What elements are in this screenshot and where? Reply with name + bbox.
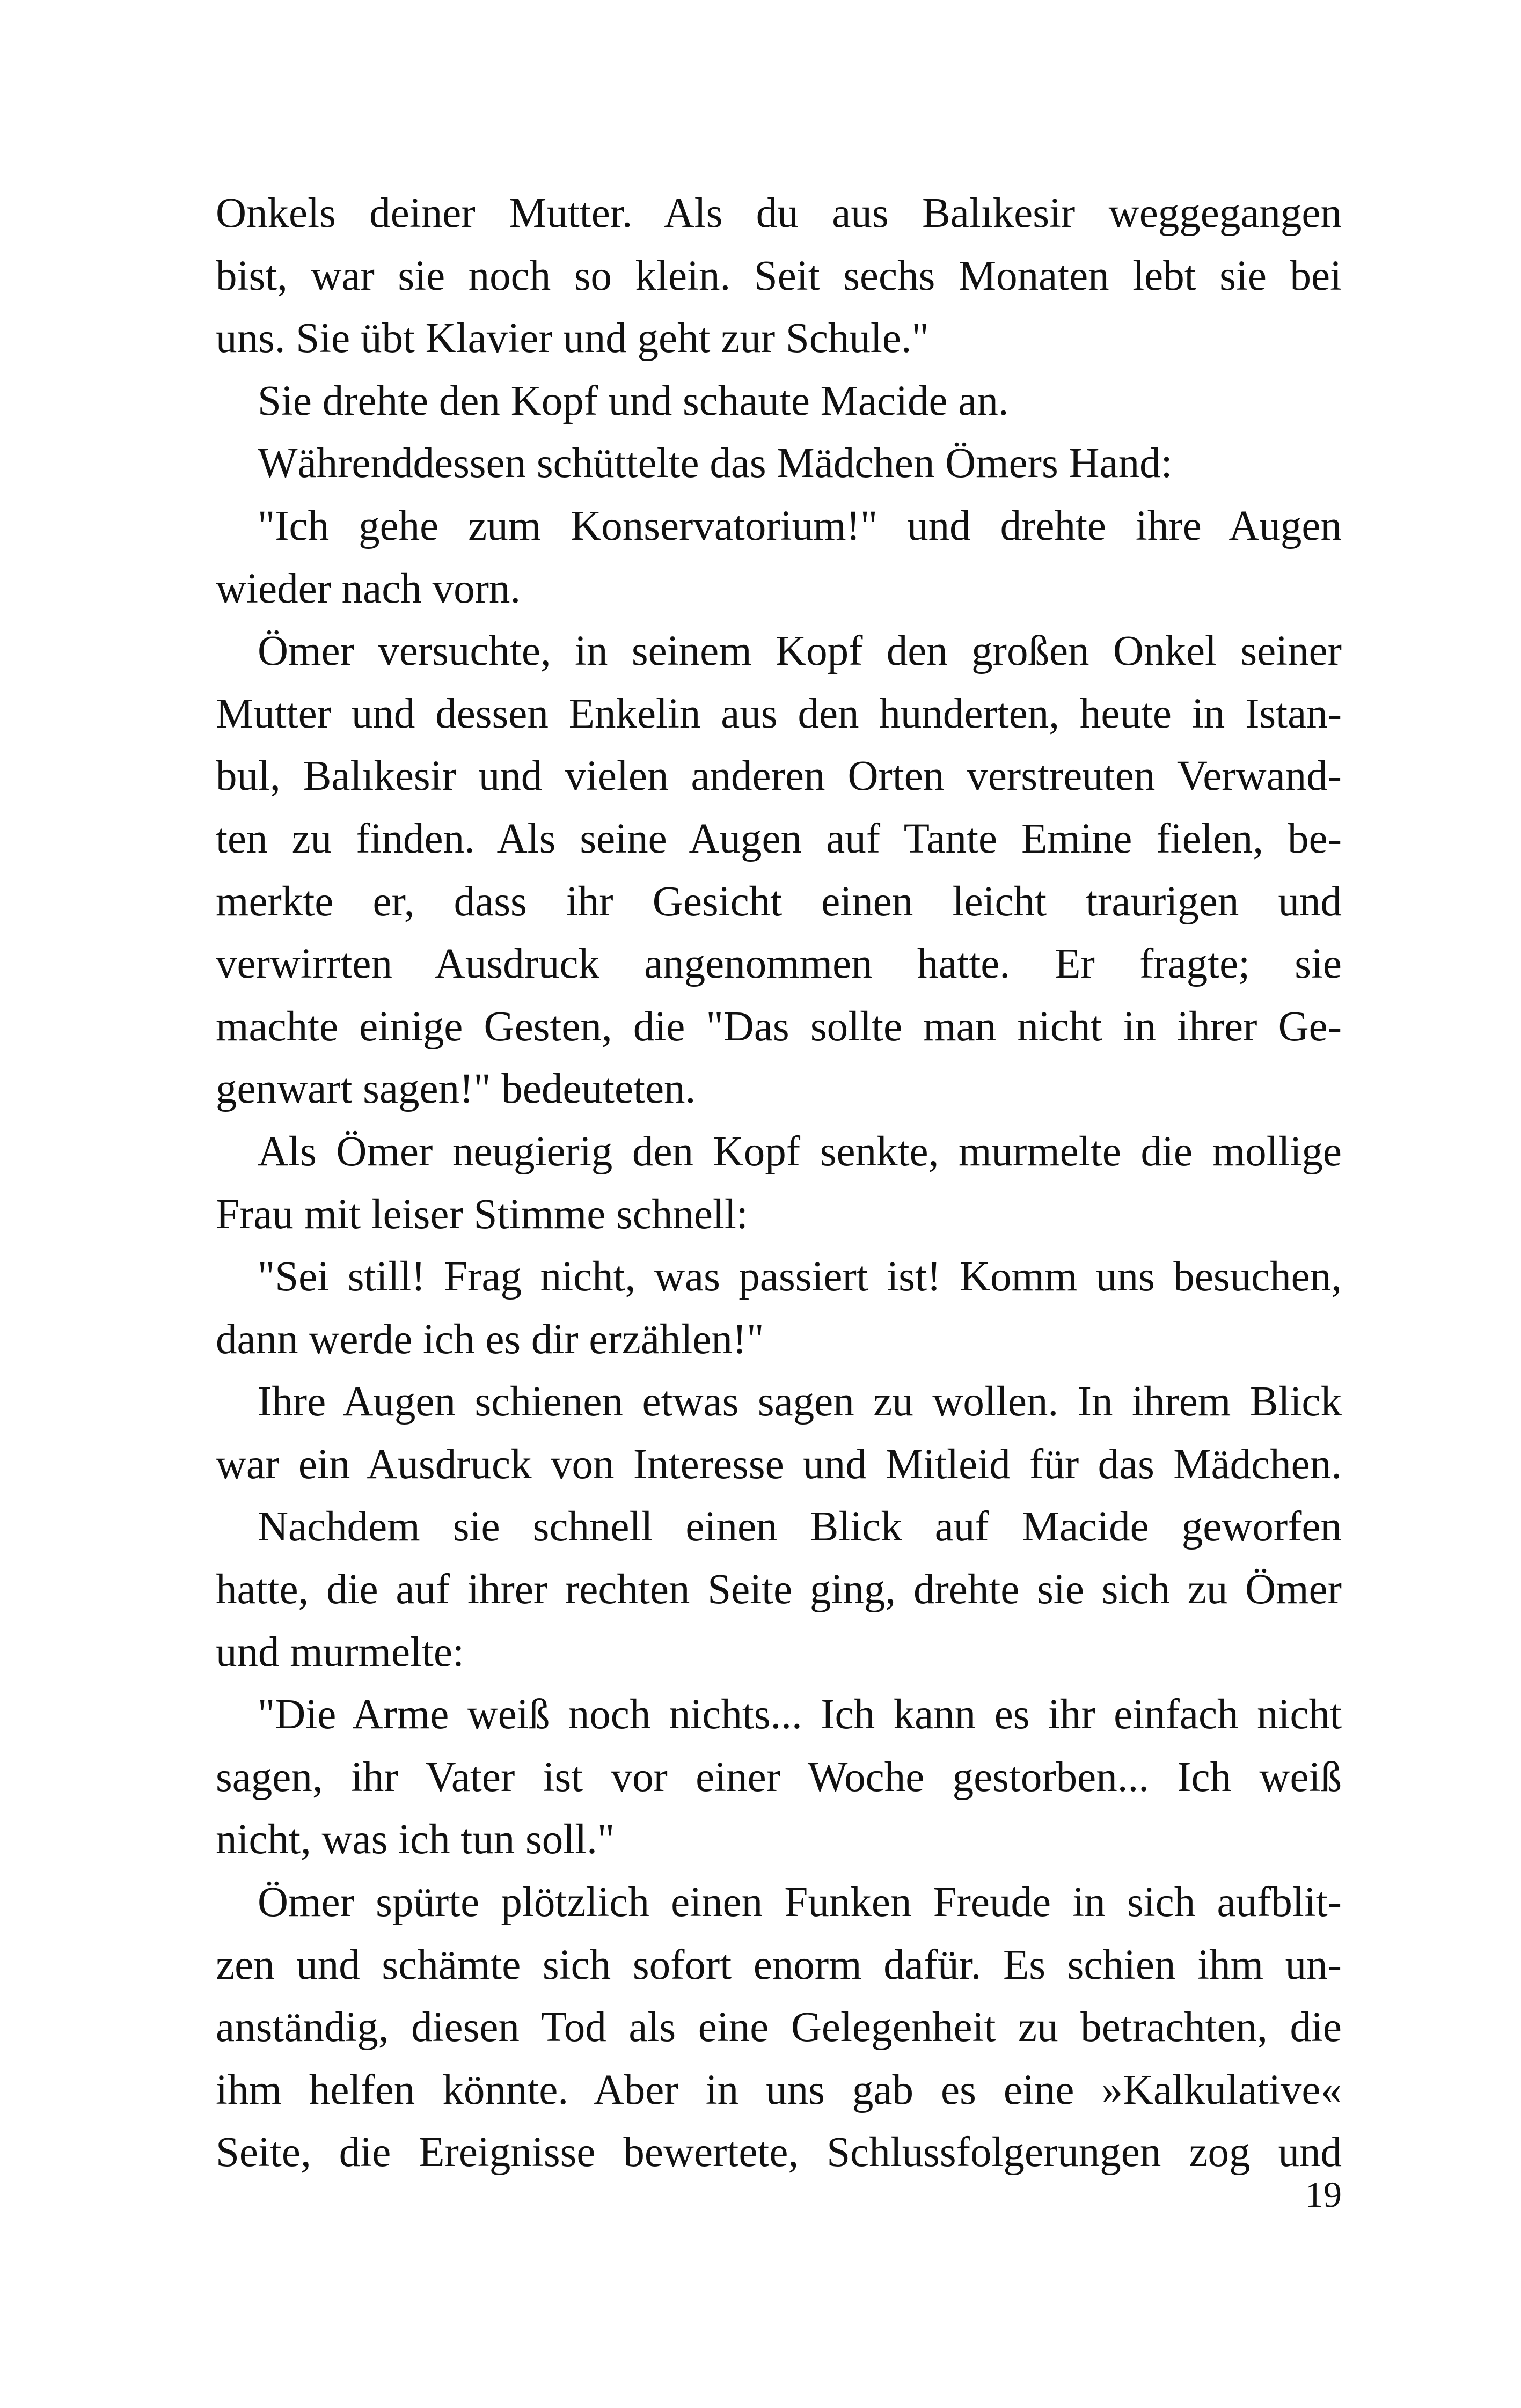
text-line: merkte er, dass ihr Gesicht einen leicht traurigen und: [216, 878, 1342, 925]
text-line: Als Ömer neugierig den Kopf senkte, murmelte die mollige: [258, 1128, 1342, 1175]
text-line: Währenddessen schüttelte das Mädchen Ömers Hand:: [258, 440, 1173, 487]
text-line: uns. Sie übt Klavier und geht zur Schule.": [216, 315, 929, 362]
text-line: Onkels deiner Mutter. Als du aus Balıkesir weggegangen: [216, 190, 1342, 237]
text-line: bul, Balıkesir und vielen anderen Orten verstreuten Verwand-: [216, 753, 1342, 800]
text-line: anständig, diesen Tod als eine Gelegenheit zu betrachten, die: [216, 2004, 1342, 2051]
text-line: Frau mit leiser Stimme schnell:: [216, 1191, 748, 1238]
text-line: zen und schämte sich sofort enorm dafür. Es schien ihm un-: [216, 1941, 1342, 1988]
text-line: sagen, ihr Vater ist vor einer Woche gestorben... Ich weiß: [216, 1753, 1342, 1801]
text-line: Ömer spürte plötzlich einen Funken Freude in sich aufblit-: [258, 1879, 1342, 1926]
page-number: 19: [1305, 2174, 1342, 2215]
text-line: genwart sagen!" bedeuteten.: [216, 1066, 696, 1113]
text-line: Ömer versuchte, in seinem Kopf den großen Onkel seiner: [258, 628, 1342, 675]
text-line: Seite, die Ereignisse bewertete, Schlussfolgerungen zog und: [216, 2129, 1342, 2176]
text-line: war ein Ausdruck von Interesse und Mitleid für das Mädchen.: [216, 1441, 1342, 1488]
book-page-text: [216, 182, 1342, 2184]
text-line: nicht, was ich tun soll.": [216, 1816, 615, 1863]
text-line: wieder nach vorn.: [216, 565, 521, 612]
text-line: "Sei still! Frag nicht, was passiert ist! Komm uns besuchen,: [258, 1253, 1342, 1301]
text-line: ten zu finden. Als seine Augen auf Tante Emine fielen, be-: [216, 815, 1342, 862]
text-line: "Die Arme weiß noch nichts... Ich kann es ihr einfach nicht: [258, 1691, 1342, 1738]
text-line: und murmelte:: [216, 1628, 464, 1676]
text-line: "Ich gehe zum Konservatorium!" und drehte ihre Augen: [258, 502, 1342, 549]
text-line: Nachdem sie schnell einen Blick auf Macide geworfen: [258, 1503, 1342, 1551]
text-line: verwirrten Ausdruck angenommen hatte. Er fragte; sie: [216, 941, 1342, 988]
text-line: machte einige Gesten, die "Das sollte man nicht in ihrer Ge-: [216, 1003, 1342, 1050]
text-line: dann werde ich es dir erzählen!": [216, 1316, 764, 1363]
text-line: Sie drehte den Kopf und schaute Macide an.: [258, 377, 1009, 424]
text-line: Mutter und dessen Enkelin aus den hunderten, heute in Istan-: [216, 690, 1342, 737]
text-line: bist, war sie noch so klein. Seit sechs Monaten lebt sie bei: [216, 252, 1342, 299]
text-line: ihm helfen könnte. Aber in uns gab es eine »Kalkulative«: [216, 2066, 1342, 2113]
text-line: Ihre Augen schienen etwas sagen zu wollen. In ihrem Blick: [258, 1378, 1342, 1426]
text-line: hatte, die auf ihrer rechten Seite ging, drehte sie sich zu Ömer: [216, 1566, 1342, 1613]
